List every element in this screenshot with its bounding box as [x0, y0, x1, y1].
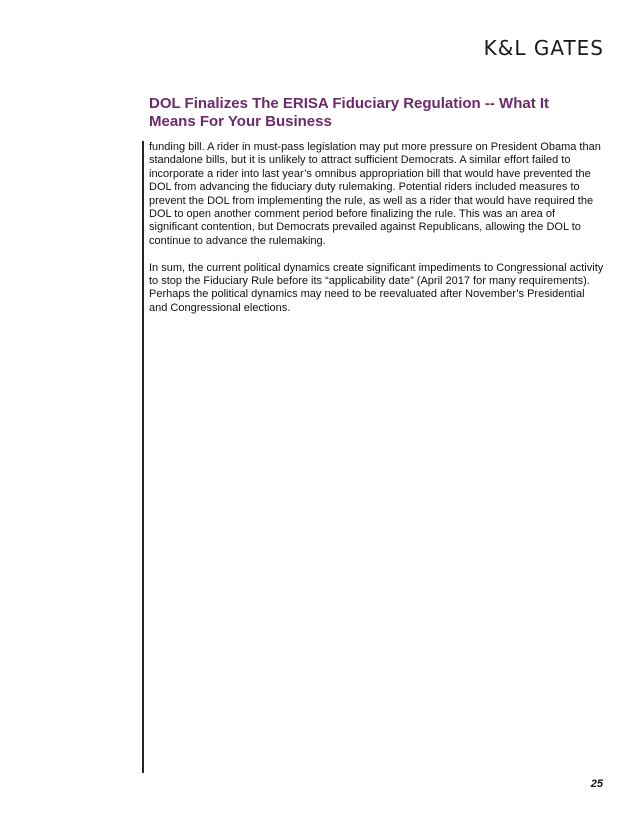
article-title: DOL Finalizes The ERISA Fiduciary Regulation -- What It Means For Your Business [149, 95, 550, 130]
body-paragraph-1: funding bill. A rider in must-pass legislation may put more pressure on President Obama than standalone bills, but it is unlikely to attract sufficient Democrats. A similar effort failed to incorporate a rider into last year’s omnibus appropriation bill that would have prevented the DOL from advancing the fiduciary duty rulemaking. Potential riders included measures to prevent the DOL from implementing the rule, as well as a rider that would have required the DOL to open another comment period before finalizing the rule. This was an area of significant contention, but Democrats prevailed against Republicans, allowing the DOL to continue to advance the rulemaking. [149, 141, 601, 247]
body-paragraph-2: In sum, the current political dynamics create significant impediments to Congressional activity to stop the Fiduciary Rule before its “applicability date” (April 2017 for many requirements). Perhaps the political dynamics may need to be reevaluated after November’s Presidential and Congressional elections. [149, 261, 604, 314]
kl-gates-logo: K&L GATES [483, 36, 604, 60]
left-margin-rule [142, 141, 144, 773]
page-number: 25 [590, 778, 603, 790]
article-body [149, 141, 605, 329]
